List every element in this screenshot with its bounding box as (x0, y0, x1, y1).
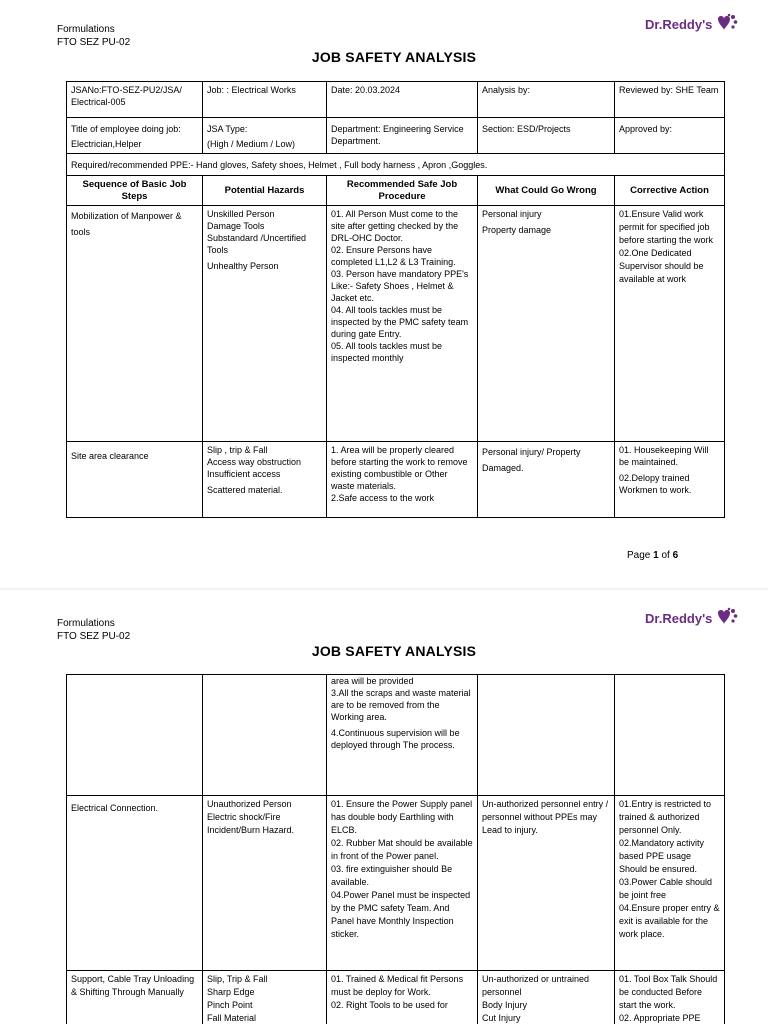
ppe-row (67, 154, 725, 176)
info-row-1 (67, 82, 725, 118)
employee-title-label: Title of employee doing job: (71, 124, 181, 134)
job-step: Support, Cable Tray Unloading & Shifting Through Manually (67, 971, 203, 1024)
hazard-item: Electric shock/Fire Incident/Burn Hazard. (207, 812, 295, 835)
department-text: Department: Engineering Service Department. (331, 124, 464, 146)
wrong-item: Personal injury/ Property Damaged. (482, 447, 581, 473)
jsa-type-options: (High / Medium / Low) (207, 139, 296, 149)
procedure-item: 03. fire extinguisher should Be available. (331, 864, 453, 887)
column-header-row (67, 176, 725, 206)
procedure-item: 04. All tools tackles must be inspected by the PMC safety team during gate Entry. (331, 305, 469, 339)
approved-by (615, 118, 725, 154)
page-current: 1 (653, 550, 659, 561)
action-item: 01. Tool Box Talk Should be conducted Before start the work. (619, 974, 718, 1010)
page-total: 6 (672, 550, 679, 561)
procedure-item: 01. All Person Must come to the site after getting checked by the DRL-OHC Doctor. (331, 209, 459, 243)
job-step: Mobilization of Manpower & tools (67, 206, 203, 442)
hazard-item: Unhealthy Person (207, 261, 279, 271)
department (327, 118, 478, 154)
page-2 (0, 590, 768, 1024)
document-header-left (57, 23, 130, 49)
action-cell (615, 206, 725, 442)
table-row (67, 206, 725, 442)
procedure-item: 3.All the scraps and waste material are to be removed from the Working area. (331, 688, 471, 722)
hazard-item: Substandard /Uncertified Tools (207, 233, 307, 255)
col-header-wrong: What Could Go Wrong (478, 176, 615, 206)
job-step (67, 675, 203, 796)
hazards-cell (203, 675, 327, 796)
employee-value: Electrician,Helper (71, 139, 142, 149)
wrong-item: Property damage (482, 225, 552, 235)
procedure-cell (327, 206, 478, 442)
wrong-cell (478, 971, 615, 1024)
procedure-cell (327, 442, 478, 518)
action-cell (615, 796, 725, 971)
hazard-item: Access way obstruction (207, 457, 302, 467)
procedure-item: 4.Continuous supervision will be deployed through The process. (331, 728, 460, 750)
procedure-item: 02. Right Tools to be used for (331, 1000, 448, 1010)
procedure-item: 05. All tools tackles must be inspected monthly (331, 341, 443, 363)
table-row (67, 675, 725, 796)
approved-by-text: Approved by: (619, 124, 673, 134)
procedure-item: 01. Trained & Medical fit Persons must be deploy for Work. (331, 974, 464, 997)
procedure-cell (327, 971, 478, 1024)
procedure-item: 1. Area will be properly cleared before starting the work to remove existing combustible or Other waste materials. (331, 445, 468, 491)
wrong-cell (478, 675, 615, 796)
logo-mark-icon (712, 607, 738, 629)
logo-text: Dr.Reddy's (645, 16, 713, 32)
document-header-left (57, 617, 130, 643)
info-row-2 (67, 118, 725, 154)
jsa-number: JSANo:FTO-SEZ-PU2/JSA/ Electrical-005 (67, 82, 203, 118)
hazards-cell (203, 796, 327, 971)
hazard-item: Fall Material (207, 1013, 257, 1023)
action-cell (615, 971, 725, 1024)
hazard-item: Damage Tools (207, 221, 265, 231)
procedure-cell (327, 796, 478, 971)
hazard-item: Slip, Trip & Fall (207, 974, 268, 984)
wrong-cell (478, 796, 615, 971)
table-row (67, 796, 725, 971)
page-number (627, 550, 678, 561)
wrong-item: Un-authorized or untrained personnel (482, 974, 590, 997)
job-step: Site area clearance (67, 442, 203, 518)
jsa-table-page-1 (66, 81, 725, 518)
col-header-action: Corrective Action (615, 176, 725, 206)
doc-code: FTO SEZ PU-02 (57, 631, 131, 642)
procedure-item: 02. Rubber Mat should be available in front of the Power panel. (331, 838, 473, 861)
col-header-hazards: Potential Hazards (203, 176, 327, 206)
logo-mark-icon (712, 13, 738, 35)
action-item: 02.Mandatory activity based PPE usage Should be ensured. (619, 838, 705, 874)
action-cell (615, 442, 725, 518)
hazard-item: Slip , trip & Fall (207, 445, 268, 455)
action-cell (615, 675, 725, 796)
ppe-requirements: Required/recommended PPE:- Hand gloves, Safety shoes, Helmet , Full body harness , Apron ,Goggles. (67, 154, 725, 176)
hazards-cell (203, 442, 327, 518)
document-title: JOB SAFETY ANALYSIS (311, 49, 477, 65)
company-logo (645, 607, 738, 629)
wrong-item: Cut Injury (482, 1013, 521, 1023)
company-line: Formulations (57, 618, 115, 629)
doc-code: FTO SEZ PU-02 (57, 37, 131, 48)
wrong-cell (478, 206, 615, 442)
action-item: 03.Power Cable should be joint free (619, 877, 713, 900)
section (478, 118, 615, 154)
action-item: 02. Appropriate PPE (619, 1013, 701, 1023)
procedure-item: 01. Ensure the Power Supply panel has double body Earthling with ELCB. (331, 799, 473, 835)
employee-cell (67, 118, 203, 154)
action-item: 04.Ensure proper entry & exit is available for the work place. (619, 903, 720, 939)
document-title: JOB SAFETY ANALYSIS (311, 643, 477, 659)
hazards-cell (203, 206, 327, 442)
wrong-cell (478, 442, 615, 518)
col-header-procedure: Recommended Safe Job Procedure (327, 176, 478, 206)
hazard-item: Sharp Edge (207, 987, 255, 997)
analysis-date: Date: 20.03.2024 (327, 82, 478, 118)
page-label: Page (627, 550, 651, 561)
action-item: 01. Housekeeping Will be maintained. (619, 445, 709, 467)
hazard-item: Insufficient access (207, 469, 281, 479)
hazard-item: Pinch Point (207, 1000, 253, 1010)
job-name: Job: : Electrical Works (203, 82, 327, 118)
procedure-item: 02. Ensure Persons have completed L1,L2 & L3 Training. (331, 245, 456, 267)
action-item: 01.Ensure Valid work permit for specified job before starting the work (619, 209, 714, 245)
procedure-item: 2.Safe access to the work (331, 493, 435, 503)
table-row (67, 971, 725, 1024)
procedure-item: 04.Power Panel must be inspected by the PMC safety Team. And Panel have Monthly Inspection sticker. (331, 890, 471, 939)
jsa-type-label: JSA Type: (207, 124, 248, 134)
col-header-steps: Sequence of Basic Job Steps (67, 176, 203, 206)
company-line: Formulations (57, 24, 115, 35)
hazard-item: Unauthorized Person (207, 799, 292, 809)
action-item: 02.One Dedicated Supervisor should be available at work (619, 248, 704, 284)
jsa-type-cell (203, 118, 327, 154)
hazards-cell (203, 971, 327, 1024)
wrong-item: Body Injury (482, 1000, 528, 1010)
wrong-item: Personal injury (482, 209, 542, 219)
company-logo (645, 13, 738, 35)
analysis-by: Analysis by: (478, 82, 615, 118)
hazard-item: Unskilled Person (207, 209, 275, 219)
section-text: Section: ESD/Projects (482, 124, 571, 134)
job-step: Electrical Connection. (67, 796, 203, 971)
table-row (67, 442, 725, 518)
jsa-table-page-2 (66, 674, 725, 1024)
action-item: 01.Entry is restricted to trained & authorized personnel Only. (619, 799, 712, 835)
action-item: 02.Delopy trained Workmen to work. (619, 473, 692, 495)
procedure-item: area will be provided (331, 676, 414, 686)
reviewed-by: Reviewed by: SHE Team (615, 82, 725, 118)
procedure-item: 03. Person have mandatory PPE's Like:- Safety Shoes , Helmet & Jacket etc. (331, 269, 469, 303)
wrong-item: Un-authorized personnel entry / personnel without PPEs may Lead to injury. (482, 799, 609, 835)
logo-text: Dr.Reddy's (645, 610, 713, 626)
page-of: of (661, 550, 670, 561)
hazard-item: Scattered material. (207, 485, 283, 495)
procedure-cell (327, 675, 478, 796)
